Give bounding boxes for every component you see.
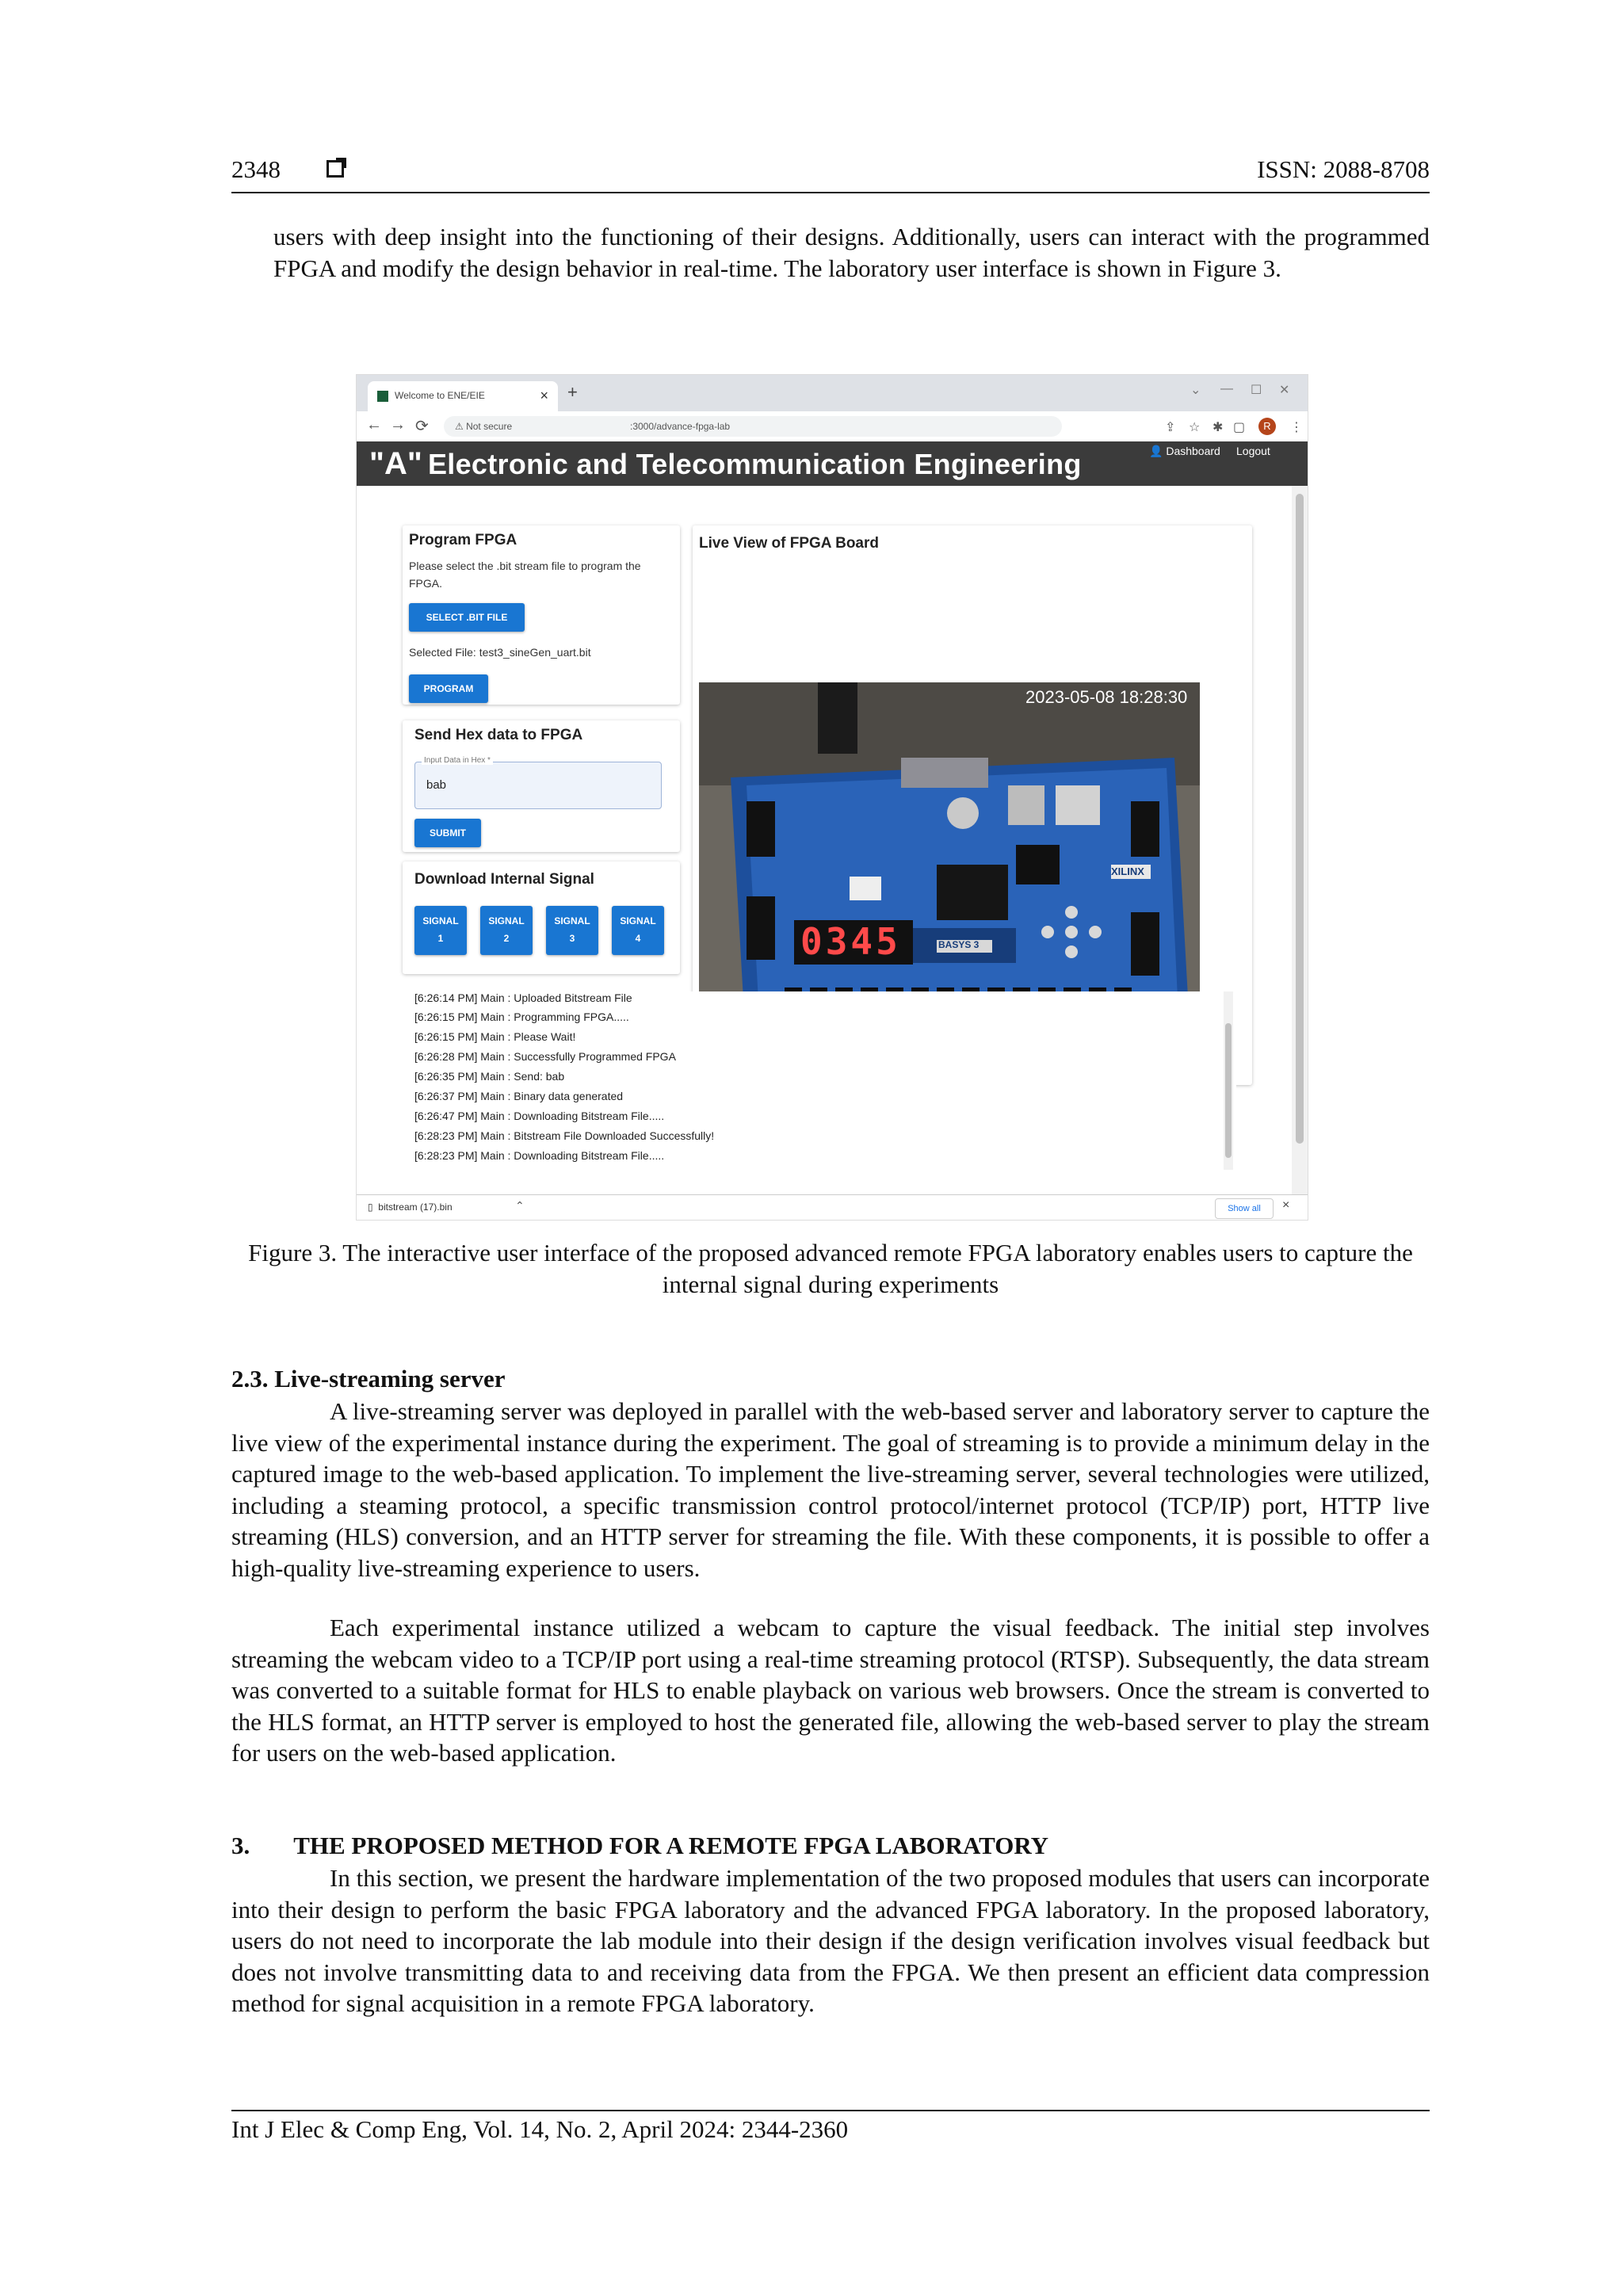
dashboard-link[interactable]: 👤 Dashboard [1149, 445, 1220, 457]
section-3-heading [231, 1832, 1048, 1860]
share-icon[interactable]: ⇪ [1165, 421, 1176, 434]
logout-link[interactable]: Logout [1236, 445, 1270, 457]
stream-timestamp: 2023-05-08 18:28:30 [1025, 687, 1188, 707]
user-icon: 👤 [1149, 445, 1163, 457]
select-bit-file-button[interactable]: SELECT .BIT FILE [409, 603, 525, 632]
log-line: [6:26:35 PM] Main : Send: bab [414, 1070, 565, 1083]
selected-file: Selected File: test3_sineGen_uart.bit [409, 646, 591, 659]
page-scrollbar[interactable] [1292, 486, 1308, 1194]
chevron-down-icon[interactable]: ⌄ [1190, 384, 1201, 397]
program-fpga-title: Program FPGA [409, 532, 517, 548]
close-tab-icon[interactable]: × [540, 388, 548, 403]
signal-3-button[interactable]: SIGNAL 3 [546, 906, 598, 955]
app-header [357, 441, 1308, 486]
download-bar [357, 1194, 1308, 1221]
back-icon[interactable]: ← [366, 416, 382, 434]
send-hex-card [403, 720, 680, 852]
log-line: [6:26:47 PM] Main : Downloading Bitstream File..... [414, 1110, 665, 1122]
extensions-icon[interactable]: ✱ [1212, 421, 1224, 434]
download-signal-card [403, 861, 680, 974]
log-line: [6:28:23 PM] Main : Bitstream File Downloaded Successfully! [414, 1129, 715, 1142]
hex-input-field[interactable] [414, 756, 662, 809]
forward-icon[interactable]: → [390, 416, 406, 434]
signal-2-button[interactable]: SIGNAL 2 [480, 906, 533, 955]
close-window-icon[interactable]: ✕ [1279, 384, 1290, 397]
signal-1-button[interactable]: SIGNAL 1 [414, 906, 467, 955]
section-3-number: 3. [231, 1832, 250, 1859]
not-secure-label: ⚠ Not secure [455, 421, 513, 432]
log-line: [6:26:28 PM] Main : Successfully Programmed FPGA [414, 1050, 676, 1063]
show-all-button[interactable]: Show all [1215, 1198, 1274, 1219]
box-icon [327, 160, 344, 178]
hex-input-value: bab [426, 778, 447, 792]
journal-issn: ISSN: 2088-8708 [1257, 155, 1430, 183]
sidepanel-icon[interactable]: ▢ [1233, 421, 1246, 434]
section-3-paragraph: In this section, we present the hardware implementation of the two proposed modules that users can incorporate into their design to perform the basic FPGA laboratory and the advanced FPGA laboratory. In the proposed laboratory, users do not need to incorporate the lab module into their design if the design verification involves visual feedback but does not involve transmitting data to and receiving data from the FPGA. We then present an efficient data compression method for signal acquisition in a remote FPGA laboratory. [231, 1864, 1430, 2017]
close-download-bar-icon[interactable]: × [1282, 1198, 1290, 1212]
footer-citation: Int J Elec & Comp Eng, Vol. 14, No. 2, April 2024: 2344-2360 [231, 2115, 849, 2143]
browser-tab-bar [357, 375, 1308, 411]
live-view-title: Live View of FPGA Board [699, 535, 879, 552]
hex-input-label: Input Data in Hex * [422, 756, 493, 765]
page-number: 2348 [231, 155, 281, 183]
download-signal-title: Download Internal Signal [414, 871, 594, 888]
signal-4-button[interactable]: SIGNAL 4 [612, 906, 664, 955]
log-scrollbar[interactable] [1224, 991, 1233, 1170]
footer-rule [231, 2110, 1430, 2111]
download-file[interactable]: ▯ bitstream (17).bin [368, 1201, 453, 1213]
minimize-icon[interactable]: — [1220, 382, 1233, 395]
section-2-3-heading: 2.3. Live-streaming server [231, 1365, 506, 1392]
log-line: [6:26:15 PM] Main : Programming FPGA..... [414, 1010, 629, 1023]
log-line: [6:26:14 PM] Main : Uploaded Bitstream File [414, 991, 632, 1004]
address-bar [357, 411, 1308, 442]
program-fpga-card [403, 525, 680, 705]
log-console [404, 991, 1236, 1174]
log-line: [6:28:23 PM] Main : Downloading Bitstream File..... [414, 1149, 665, 1162]
intro-paragraph: users with deep insight into the functioning of their designs. Additionally, users can interact with the programmed FPGA and modify the design behavior in real-time. The laboratory user interface is shown in Figure 3. [273, 223, 1430, 282]
bookmark-star-icon[interactable]: ☆ [1189, 421, 1201, 434]
section-2-3-paragraph-1: A live-streaming server was deployed in parallel with the web-based server and laboratory server to capture the live view of the experimental instance during the experiment. The goal of streaming is to provide a minimum delay in the captured image to the web-based application. To implement the live-streaming server, several technologies were utilized, including a steaming protocol, a specific transmission control protocol/internet protocol (TCP/IP) port, HTTP live streaming (HLS) conversion, and an HTTP server for streaming the file. With these components, it is possible to offer a high-quality live-streaming experience to users. [231, 1397, 1430, 1582]
section-2-3-paragraph-2: Each experimental instance utilized a webcam to capture the visual feedback. The initial step involves streaming the webcam video to a TCP/IP port using a real-time streaming protocol (RTSP). Subsequently, the data stream was converted to a suitable format for HLS to enable playback on various web browsers. Once the stream is converted to the HLS format, an HTTP server is employed to host the generated file, allowing the web-based server to play the stream for users on the web-based application. [231, 1614, 1430, 1767]
board-label: BASYS 3 [938, 939, 980, 950]
site-title: Electronic and Telecommunication Engineering [428, 448, 1082, 480]
url-path: :3000/advance-fpga-lab [630, 421, 731, 432]
seven-segment-display: 0345 [800, 920, 901, 963]
send-hex-title: Send Hex data to FPGA [414, 727, 583, 743]
tab-title: Welcome to ENE/EIE [395, 390, 485, 401]
new-tab-icon[interactable]: + [567, 382, 578, 402]
program-button[interactable]: PROGRAM [409, 674, 488, 703]
log-line: [6:26:15 PM] Main : Please Wait! [414, 1030, 576, 1043]
profile-avatar[interactable]: R [1258, 418, 1276, 435]
menu-icon[interactable]: ⋮ [1290, 421, 1303, 434]
reload-icon[interactable]: ⟳ [415, 418, 429, 435]
figure-screenshot [356, 374, 1308, 1221]
header-rule [231, 192, 1430, 193]
url-field[interactable] [444, 416, 1062, 437]
submit-button[interactable]: SUBMIT [414, 819, 481, 847]
log-line: [6:26:37 PM] Main : Binary data generated [414, 1090, 624, 1102]
program-instruction: Please select the .bit stream file to program the FPGA. [409, 560, 641, 590]
chevron-up-icon[interactable]: ⌃ [515, 1199, 525, 1212]
favicon-icon [377, 391, 388, 402]
section-3-title: THE PROPOSED METHOD FOR A REMOTE FPGA LABORATORY [293, 1832, 1049, 1859]
xilinx-brand: XILINX [1111, 865, 1144, 877]
maximize-icon[interactable]: ☐ [1251, 384, 1262, 397]
app-logo: "A" [369, 446, 422, 481]
figure-caption: Figure 3. The interactive user interface of the proposed advanced remote FPGA laboratory enables users to capture the internal signal during experiments [248, 1239, 1413, 1298]
browser-tab[interactable] [368, 381, 558, 411]
